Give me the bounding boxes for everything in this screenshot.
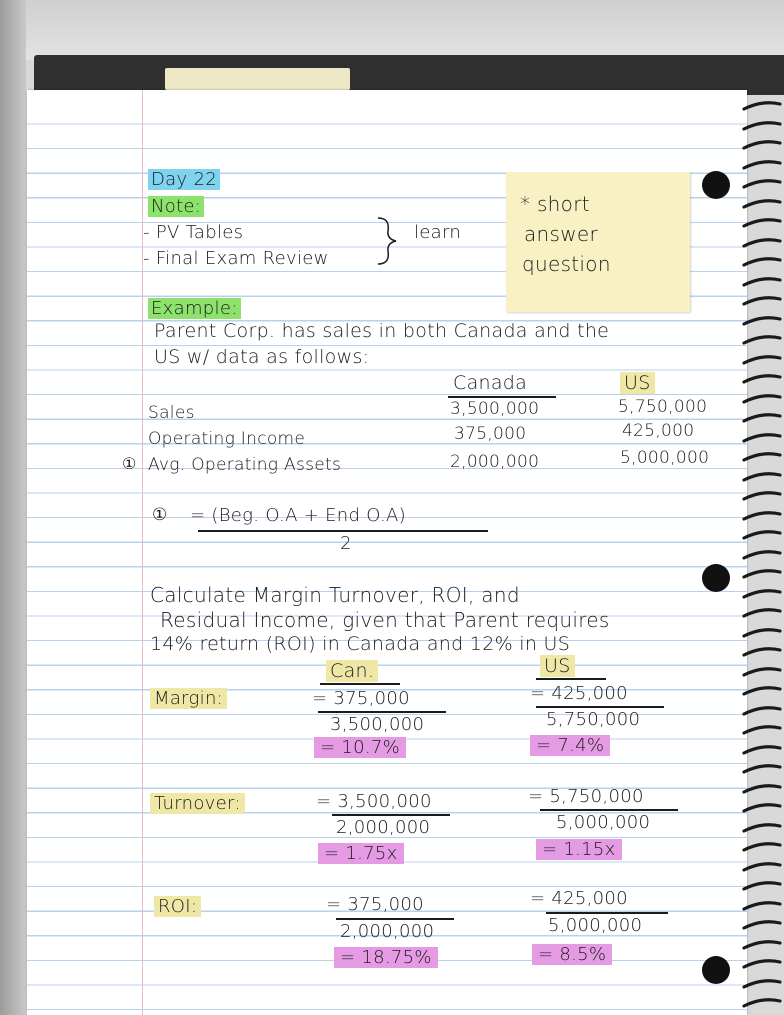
spiral-coil	[742, 256, 782, 268]
sticky-note	[506, 172, 690, 312]
footnote-denominator: 2	[340, 533, 352, 554]
column-header-can: Can.	[326, 660, 378, 682]
row-label: Sales	[148, 403, 195, 423]
us-result: = 1.15x	[536, 839, 622, 860]
fraction-bar	[540, 809, 678, 811]
scanner-background	[0, 0, 784, 60]
notebook-cover	[34, 55, 784, 95]
spiral-coil	[742, 159, 782, 171]
spiral-coil	[742, 529, 782, 541]
spiral-coil	[742, 783, 782, 795]
column-header-us: US	[620, 372, 655, 394]
spiral-coil	[742, 432, 782, 444]
spiral-coil	[742, 412, 782, 424]
spiral-coil	[742, 451, 782, 463]
spiral-coil	[742, 705, 782, 717]
punch-hole	[702, 171, 730, 199]
circled-marker: ①	[122, 454, 137, 473]
spiral-coil	[742, 120, 782, 132]
task-line: Residual Income, given that Parent requires	[160, 608, 610, 632]
us-numerator: = 425,000	[530, 683, 628, 704]
footnote-numerator: = (Beg. O.A + End O.A)	[190, 505, 406, 526]
curly-brace	[374, 215, 404, 267]
learn-label: learn	[414, 222, 462, 243]
example-intro-line: Parent Corp. has sales in both Canada and the	[154, 320, 610, 342]
spiral-coil	[742, 471, 782, 483]
can-numerator: = 375,000	[312, 688, 410, 709]
canada-value: 2,000,000	[450, 452, 540, 472]
day-heading: Day 22	[148, 169, 220, 190]
punch-hole	[702, 564, 730, 592]
us-denominator: 5,000,000	[556, 812, 651, 833]
spiral-coil	[742, 354, 782, 366]
example-intro-line: US w/ data as follows:	[154, 346, 370, 368]
spiral-coil	[742, 939, 782, 951]
canada-value: 375,000	[454, 424, 527, 444]
us-value: 5,750,000	[618, 397, 708, 417]
spiral-coil	[742, 822, 782, 834]
can-numerator: = 375,000	[326, 894, 424, 915]
punch-hole	[702, 956, 730, 984]
spiral-coil	[742, 802, 782, 814]
spiral-coil	[742, 744, 782, 756]
note-label: Note:	[148, 196, 204, 217]
spiral-coil	[742, 880, 782, 892]
us-denominator: 5,000,000	[548, 915, 643, 936]
spiral-coil	[742, 646, 782, 658]
canada-value: 3,500,000	[450, 399, 540, 419]
sticky-line: question	[522, 252, 611, 276]
fraction-bar	[198, 530, 488, 532]
us-value: 425,000	[622, 421, 695, 441]
spiral-coil	[742, 198, 782, 210]
spiral-coil	[742, 724, 782, 736]
row-label: Operating Income	[148, 429, 306, 449]
sticky-line: answer	[524, 222, 599, 246]
us-denominator: 5,750,000	[546, 709, 641, 730]
row-label: Avg. Operating Assets	[148, 455, 342, 475]
spiral-coil	[742, 373, 782, 385]
spiral-coil	[742, 978, 782, 990]
spiral-coil	[742, 334, 782, 346]
spiral-coil	[742, 919, 782, 931]
spiral-coil	[742, 295, 782, 307]
topic-item: - Final Exam Review	[143, 248, 329, 269]
spiral-coil	[742, 666, 782, 678]
us-result: = 7.4%	[530, 735, 610, 756]
us-value: 5,000,000	[620, 448, 710, 468]
spiral-coil	[742, 510, 782, 522]
spiral-coil	[742, 178, 782, 190]
spiral-coil	[742, 958, 782, 970]
spiral-coil	[742, 861, 782, 873]
footnote-marker: ①	[152, 505, 168, 525]
sticky-line: * short	[520, 192, 590, 216]
can-denominator: 2,000,000	[336, 817, 431, 838]
column-header-us: US	[540, 655, 575, 677]
fraction-bar	[546, 912, 668, 914]
can-result: = 18.75%	[334, 947, 438, 968]
topic-item: - PV Tables	[143, 222, 244, 243]
underline	[448, 396, 556, 398]
spiral-coil	[742, 100, 782, 112]
task-line: Calculate Margin Turnover, ROI, and	[150, 583, 520, 607]
spiral-coil	[742, 627, 782, 639]
us-numerator: = 425,000	[530, 888, 628, 909]
spiral-coil	[742, 568, 782, 580]
us-numerator: = 5,750,000	[528, 786, 644, 807]
spiral-coil	[742, 588, 782, 600]
calc-label-margin: Margin:	[150, 688, 227, 709]
scanner-edge	[0, 0, 26, 1015]
spiral-coil	[742, 607, 782, 619]
spiral-coil	[742, 549, 782, 561]
spiral-coil	[742, 841, 782, 853]
can-result: = 10.7%	[314, 737, 406, 758]
spiral-coil	[742, 685, 782, 697]
calc-label-roi: ROI:	[154, 896, 201, 917]
tape-strip	[165, 68, 350, 90]
spiral-coil	[742, 139, 782, 151]
spiral-coil	[742, 763, 782, 775]
fraction-bar	[336, 918, 454, 920]
underline	[320, 683, 400, 685]
spiral-coil	[742, 393, 782, 405]
fraction-bar	[318, 711, 446, 713]
spiral-coil	[742, 276, 782, 288]
example-label: Example:	[148, 298, 241, 319]
spiral-coil	[742, 315, 782, 327]
spiral-coil	[742, 237, 782, 249]
column-header-canada: Canada	[453, 372, 528, 394]
fraction-bar	[536, 706, 664, 708]
can-denominator: 3,500,000	[330, 714, 425, 735]
task-line: 14% return (ROI) in Canada and 12% in US	[150, 633, 571, 655]
underline	[536, 678, 606, 680]
us-result: = 8.5%	[532, 944, 612, 965]
spiral-coil	[742, 997, 782, 1009]
spiral-coil	[742, 217, 782, 229]
fraction-bar	[332, 814, 450, 816]
can-result: = 1.75x	[318, 843, 404, 864]
spiral-coil	[742, 900, 782, 912]
spiral-coil	[742, 490, 782, 502]
can-denominator: 2,000,000	[340, 921, 435, 942]
can-numerator: = 3,500,000	[316, 791, 432, 812]
calc-label-turnover: Turnover:	[150, 793, 245, 814]
